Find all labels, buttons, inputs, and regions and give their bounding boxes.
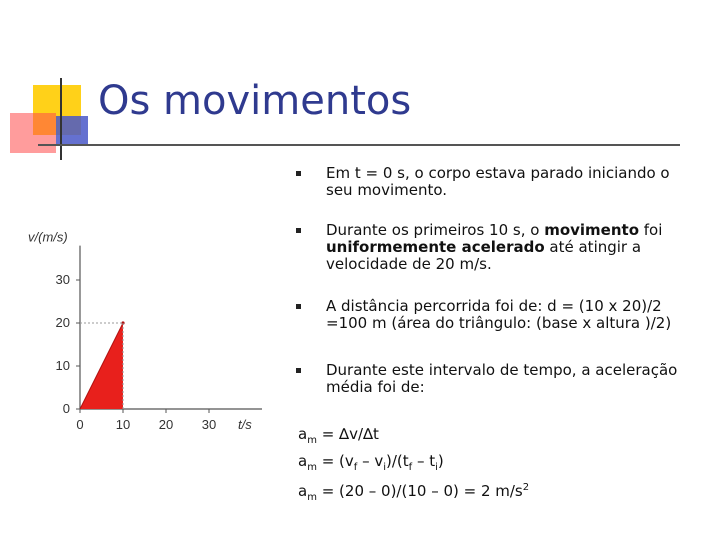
formula-line-1: $a_m = \Delta v/\Delta t$ [298,425,379,446]
bullet-item [296,362,696,396]
formula-line-3: $a_m = (20 - 0)/(10 - 0) = 2$ $m/s^2$ [298,482,530,503]
bullet-item [296,165,696,199]
formula-line-2: $a_m = (v_f - v_i)/(t_f - t_i)$ [298,452,444,473]
bullet-text: Durante este intervalo de tempo, a aceleração média foi de: [326,361,678,396]
bullet-item [296,222,696,273]
x-tick-label: 0 [76,417,84,432]
bullet-text: Durante os primeiros 10 s, o movimento foi uniformemente acelerado até atingir a velocidade de 20 m/s. [326,221,663,273]
y-tick-label: 30 [55,272,70,287]
slide-title: Os movimentos [98,78,412,124]
x-tick-label: 10 [115,417,131,432]
decor-red-square [10,113,56,153]
y-tick-label: 10 [55,358,70,373]
velocity-time-chart [0,220,290,440]
bullet-square-icon [296,171,301,176]
bullet-square-icon [296,228,301,233]
y-axis-label: v/(m/s) [28,229,68,245]
bullet-square-icon [296,368,301,373]
bullet-square-icon [296,304,301,309]
decor-vertical-line [60,78,62,160]
x-tick-label: 30 [201,417,217,432]
y-tick-label: 0 [62,401,70,416]
title-underline [38,144,680,146]
bullet-text: Em t = 0 s, o corpo estava parado iniciando o seu movimento. [326,164,670,199]
acceleration-formulas [298,424,529,508]
bullet-text: A distância percorrida foi de: d = (10 x 20)/2 =100 m (área do triângulo: (base x altura )/2) [326,297,672,332]
y-tick-label: 20 [55,315,70,330]
x-axis-label: t/s [238,417,252,432]
x-tick-label: 20 [158,417,174,432]
bullet-item [296,298,696,332]
